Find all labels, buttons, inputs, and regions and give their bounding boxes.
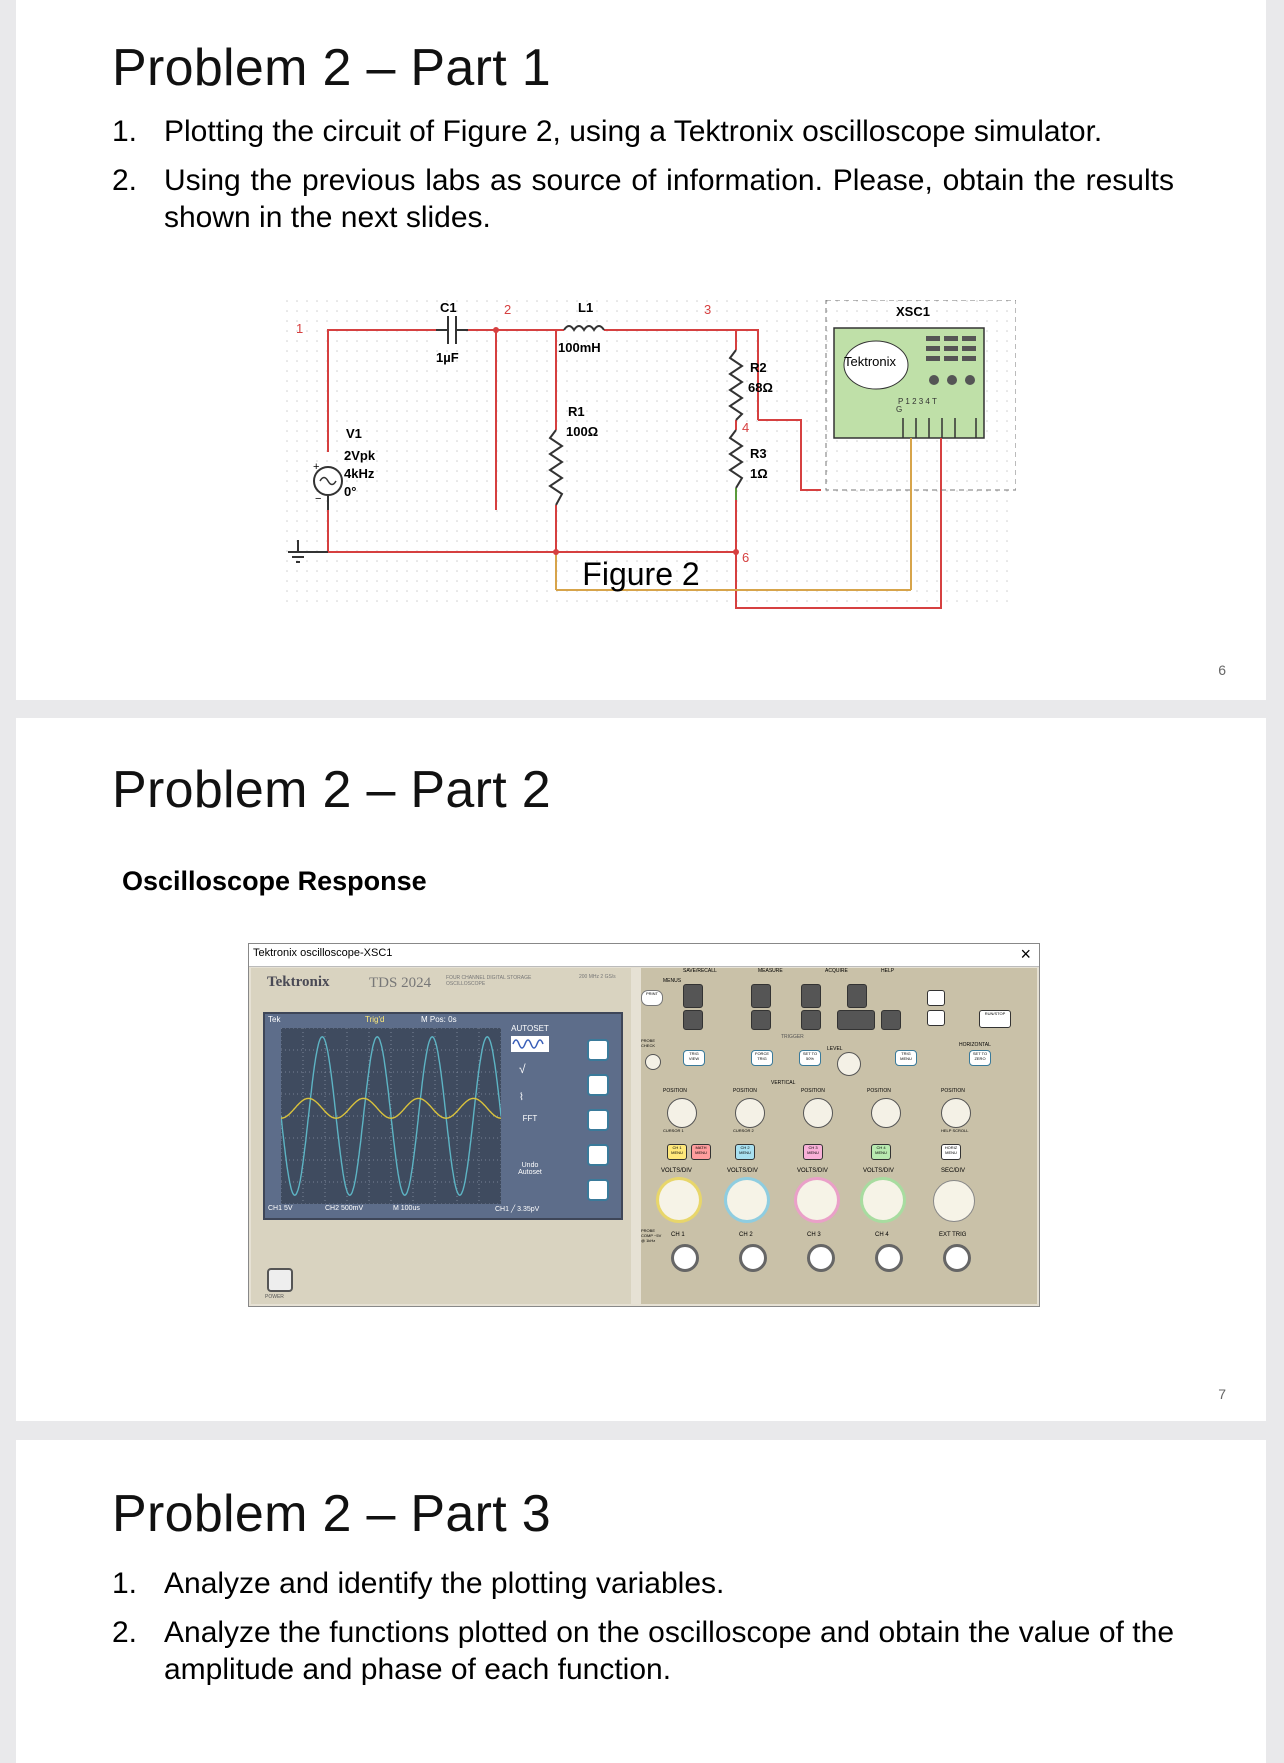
- status-tek: Tek: [268, 1015, 281, 1024]
- probe-comp-label: PROBE COMP ~5V @ 1kHz: [641, 1228, 662, 1243]
- ch2-bnc-connector[interactable]: [739, 1244, 767, 1272]
- input-row: CH 1 CH 2 CH 3 CH 4 EXT TRIG: [641, 1232, 1037, 1292]
- svg-text:V1: V1: [346, 426, 362, 441]
- acquire-button[interactable]: [801, 984, 821, 1008]
- ch2-menu-button[interactable]: CH 2 MENU: [735, 1144, 755, 1160]
- trigger-section-label: TRIGGER: [781, 1034, 804, 1040]
- svg-text:L1: L1: [578, 300, 594, 315]
- utility-save-button[interactable]: [683, 1010, 703, 1030]
- bezel-button-3[interactable]: [587, 1109, 609, 1131]
- ch3-position-knob[interactable]: [803, 1098, 833, 1128]
- ch3-bnc-connector[interactable]: [807, 1244, 835, 1272]
- horizontal-position-knob[interactable]: [941, 1098, 971, 1128]
- time-scale: M 100us: [393, 1205, 420, 1212]
- horiz-menu-button[interactable]: HORIZ MENU: [941, 1144, 961, 1160]
- svg-text:−: −: [315, 493, 322, 505]
- ch3-volts-div-knob[interactable]: [797, 1180, 837, 1220]
- svg-text:0°: 0°: [344, 484, 357, 499]
- svg-text:XSC1: XSC1: [896, 304, 930, 319]
- hardware-label-button[interactable]: [927, 990, 945, 1006]
- ch1-bnc-connector[interactable]: [671, 1244, 699, 1272]
- slide-title: Problem 2 – Part 2: [112, 761, 551, 819]
- single-seq-button[interactable]: [881, 1010, 901, 1030]
- volts-div-row: VOLTS/DIV VOLTS/DIV VOLTS/DIV VOLTS/DIV SEC/DIV: [641, 1168, 1037, 1228]
- svg-text:4kHz: 4kHz: [344, 466, 375, 481]
- node-label: 2: [504, 302, 512, 317]
- model-name: TDS 2024: [369, 975, 432, 991]
- scope-left-panel: [251, 968, 631, 1304]
- ch4-position-knob[interactable]: [871, 1098, 901, 1128]
- node-label: 1: [296, 321, 304, 336]
- default-setup-button[interactable]: [837, 1010, 875, 1030]
- list-item: 2. Analyze the functions plotted on the oscilloscope and obtain the value of the amplitude and phase of each function.: [112, 1616, 1174, 1686]
- svg-text:Tektronix: Tektronix: [844, 354, 897, 369]
- instruction-list: [112, 1565, 1174, 1700]
- list-item: 2. Using the previous labs as source of information. Please, obtain the results shown in the next slides.: [112, 164, 1174, 234]
- run-stop-button[interactable]: RUN/STOP: [979, 1010, 1011, 1028]
- autoscale-button[interactable]: [927, 1010, 945, 1026]
- ch1-position-knob[interactable]: [667, 1098, 697, 1128]
- help-button[interactable]: [847, 984, 867, 1008]
- cursor-button[interactable]: [751, 1010, 771, 1030]
- svg-text:R1: R1: [568, 404, 585, 419]
- bezel-buttons: [587, 1039, 607, 1209]
- probe-check-label: PROBE CHECK: [641, 1038, 656, 1048]
- ch2-volts-div-knob[interactable]: [727, 1180, 767, 1220]
- instruction-list: [112, 113, 1174, 248]
- ch4-volts-div-knob[interactable]: [863, 1180, 903, 1220]
- svg-text:1Ω: 1Ω: [750, 466, 768, 481]
- svg-text:P 1 2 3 4 T: P 1 2 3 4 T: [898, 397, 937, 406]
- list-item: 1. Analyze and identify the plotting variables.: [112, 1567, 725, 1600]
- slide-title: Problem 2 – Part 1: [112, 39, 551, 97]
- list-item: 1. Plotting the circuit of Figure 2, using a Tektronix oscilloscope simulator.: [112, 115, 1103, 148]
- autoset-multicycle-icon: [511, 1036, 549, 1052]
- svg-text:68Ω: 68Ω: [748, 380, 773, 395]
- autoset-label: AUTOSET: [511, 1024, 549, 1033]
- ch4-menu-button[interactable]: CH 4 MENU: [871, 1144, 891, 1160]
- bezel-button-2[interactable]: [587, 1074, 609, 1096]
- ch2-position-knob[interactable]: [735, 1098, 765, 1128]
- window-title-bar: [249, 944, 1039, 967]
- set-to-zero-button[interactable]: SET TO ZERO: [969, 1050, 991, 1066]
- brand-logo: Tektronix: [267, 974, 330, 990]
- close-icon[interactable]: ×: [1020, 944, 1031, 964]
- sec-div-knob[interactable]: [933, 1180, 975, 1222]
- svg-text:C1: C1: [440, 300, 457, 315]
- power-label: POWER: [265, 1294, 284, 1300]
- ch1-volts-div-knob[interactable]: [659, 1180, 699, 1220]
- level-knob[interactable]: [837, 1052, 861, 1076]
- measure-button[interactable]: [751, 984, 771, 1008]
- scope-control-panel: [641, 968, 1037, 1304]
- node-label: 3: [704, 302, 712, 317]
- page-number: 6: [1218, 662, 1226, 678]
- model-subtitle: FOUR CHANNEL DIGITAL STORAGE OSCILLOSCOPE: [446, 975, 532, 987]
- svg-text:1µF: 1µF: [436, 350, 459, 365]
- level-label: LEVEL: [827, 1046, 843, 1052]
- window-title: Tektronix oscilloscope-XSC1: [253, 947, 393, 959]
- status-mpos: M Pos: 0s: [421, 1015, 457, 1024]
- page-number: 7: [1218, 1386, 1226, 1402]
- force-trig-button[interactable]: FORCE TRIG: [751, 1050, 773, 1066]
- svg-text:R2: R2: [750, 360, 767, 375]
- section-subtitle: Oscilloscope Response: [122, 866, 427, 896]
- slide-title: Problem 2 – Part 3: [112, 1485, 551, 1543]
- set-to-50-button[interactable]: SET TO 50%: [799, 1050, 821, 1066]
- ext-trig-bnc-connector[interactable]: [943, 1244, 971, 1272]
- svg-text:+: +: [313, 461, 320, 473]
- status-trig: Trig'd: [365, 1015, 385, 1024]
- svg-text:100mH: 100mH: [558, 340, 601, 355]
- ch1-scale: CH1 5V: [268, 1205, 293, 1212]
- ch2-scale: CH2 500mV: [325, 1205, 364, 1212]
- print-button[interactable]: PRINT: [641, 990, 663, 1006]
- slide-part-1: [16, 0, 1266, 700]
- svg-text:2Vpk: 2Vpk: [344, 448, 376, 463]
- autoset-rising-edge-icon: ⌇: [519, 1092, 524, 1103]
- ch3-menu-button[interactable]: CH 3 MENU: [803, 1144, 823, 1160]
- power-button[interactable]: [267, 1268, 293, 1292]
- utility-button[interactable]: [683, 984, 703, 1008]
- menus-label: MENUS: [663, 978, 682, 984]
- slide-part-3: [16, 1440, 1266, 1763]
- bezel-button-5[interactable]: [587, 1179, 609, 1201]
- autoset-single-cycle-icon: √: [519, 1062, 526, 1076]
- slide-part-2: [16, 718, 1266, 1421]
- scope-display: [263, 1012, 623, 1220]
- undo-autoset-label: Undo Autoset: [518, 1162, 542, 1176]
- figure-caption: Figure 2: [582, 556, 700, 592]
- horizontal-section-label: HORIZONTAL: [959, 1042, 991, 1048]
- trigger-readout: CH1 ╱ 3.35pV: [495, 1206, 540, 1213]
- ch1-menu-button[interactable]: CH 1 MENU: [667, 1144, 687, 1160]
- probe-check-knob[interactable]: [645, 1054, 661, 1070]
- bandwidth-label: 200 MHz 2 GS/s: [579, 974, 616, 980]
- svg-text:G: G: [896, 405, 903, 414]
- oscilloscope-window: [248, 943, 1040, 1307]
- trig-menu-button[interactable]: TRIG MENU: [895, 1050, 917, 1066]
- bezel-button-4[interactable]: [587, 1144, 609, 1166]
- display-side-menu: [505, 1024, 555, 1204]
- trig-view-button[interactable]: TRIG VIEW: [683, 1050, 705, 1066]
- svg-text:R3: R3: [750, 446, 767, 461]
- top-label-row: SAVE/RECALL MEASURE ACQUIRE HELP: [683, 968, 895, 974]
- channel-menu-row: [641, 1144, 1037, 1164]
- display-button[interactable]: [801, 1010, 821, 1030]
- node-label: 6: [742, 550, 750, 565]
- fft-label: FFT: [522, 1114, 538, 1123]
- bezel-button-1[interactable]: [587, 1039, 609, 1061]
- vertical-section-label: VERTICAL: [771, 1080, 796, 1086]
- svg-text:100Ω: 100Ω: [566, 424, 599, 439]
- waveform-plot: [281, 1028, 501, 1204]
- node-label: 4: [742, 420, 750, 435]
- math-menu-button[interactable]: MATH MENU: [691, 1144, 711, 1160]
- position-row: POSITION POSITION POSITION POSITION POSITION CURSOR 1 CURSOR 2 HELP SCROLL: [641, 1088, 1037, 1138]
- ch4-bnc-connector[interactable]: [875, 1244, 903, 1272]
